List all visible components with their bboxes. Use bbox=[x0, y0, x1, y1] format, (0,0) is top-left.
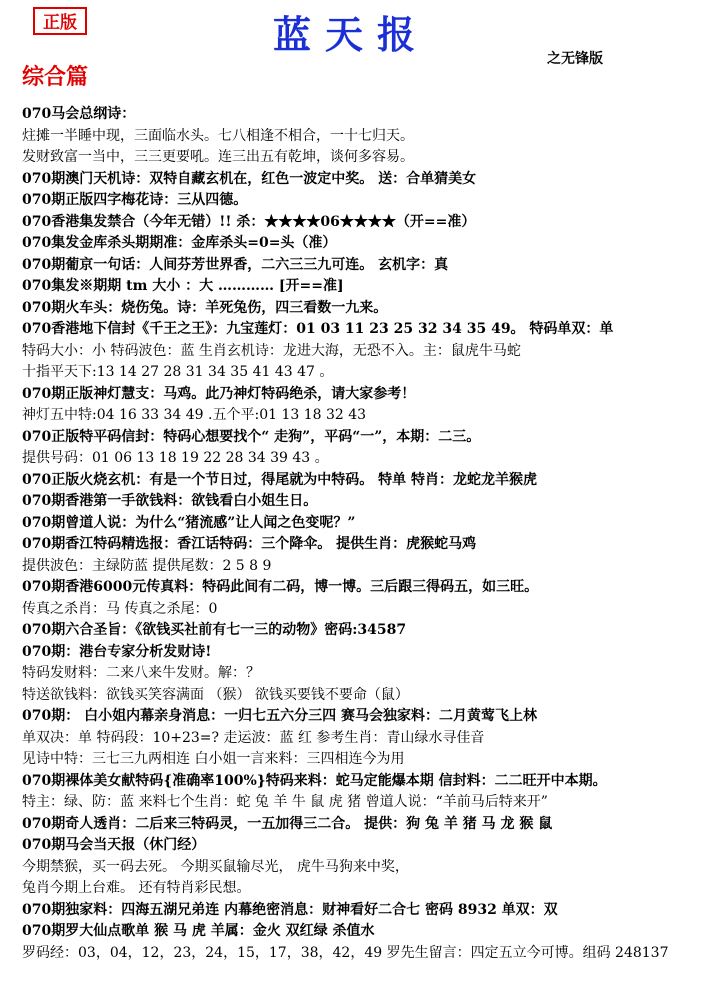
text-line: 见诗中特：三七三九两相连 白小姐一言来料：三四相连今为用 bbox=[22, 751, 405, 767]
text-line: 070正版火烧玄机：有是一个节日过，得尾就为中特码。 特单 特肖：龙蛇龙羊猴虎 bbox=[22, 471, 537, 488]
text-line: 070期正版四字梅花诗：三从四德。 bbox=[22, 192, 248, 208]
text-line: 070期火车头：烧伤兔。诗：羊死兔伤，四三看数一九来。 bbox=[22, 299, 388, 316]
text-line: 070期香港6000元传真料：特码此间有二码，博一博。三后跟三得码五，如三旺。 bbox=[22, 579, 539, 595]
text-line: 070集发金库杀头期期准：金库杀头=0=头（准） bbox=[22, 235, 337, 251]
edition-badge: 正版 bbox=[33, 7, 87, 35]
text-line: 特码发财料：二来八来牛发财。解：？ bbox=[22, 665, 260, 681]
text-line: 070期裸体美女献特码{准确率100%}特码来料：蛇马定能爆本期 信封料：二二旺开中本期。 bbox=[22, 772, 607, 789]
text-line: 070期葡京一句话：人间芬芳世界香，二六三三九可连。 玄机字：真 bbox=[22, 256, 449, 273]
text-line: 神灯五中特:04 16 33 34 49 .五个平:01 13 18 32 43 bbox=[22, 407, 367, 423]
text-line: 提供号码：01 06 13 18 19 22 28 34 39 43 。 bbox=[22, 450, 329, 466]
text-line: 070期香江特码精选报：香江话特码：三个降伞。 提供生肖：虎猴蛇马鸡 bbox=[22, 536, 477, 552]
page-title: 蓝天报 bbox=[272, 12, 429, 57]
text-line: 070期曾道人说：为什么“猪流感”让人闻之色变呢？” bbox=[22, 514, 356, 531]
text-line: 070正版特平码信封：特码心想要找个“ 走狗”，平码“一”，本期：二三。 bbox=[22, 428, 481, 445]
text-line: 070期独家料：四海五湖兄弟连 内幕绝密消息：财神看好二合七 密码 8932 单双：双 bbox=[22, 901, 558, 918]
text-line: 发财致富一当中，三三更要吼。连三出五有乾坤，谈何多容易。 bbox=[22, 149, 414, 165]
text-line: 070期奇人透肖：二后来三特码灵，一五加得三二合。 提供：狗 兔 羊 猪 马 龙 猴 鼠 bbox=[22, 815, 553, 832]
text-line: 十指平天下:13 14 27 28 31 34 35 41 43 47 。 bbox=[22, 364, 334, 380]
text-line: 罗码经：03，04，12，23，24，15，17，38，42，49 罗先生留言：四定五立今可博。组码 248137 bbox=[22, 944, 669, 961]
text-line: 070期正版神灯慧支：马鸡。此乃神灯特码绝杀，请大家参考！ bbox=[22, 385, 416, 402]
text-line: 传真之杀肖：马 传真之杀尾：0 bbox=[22, 600, 218, 617]
text-line: 特主：绿、防：蓝 来料七个生肖：蛇 兔 羊 牛 鼠 虎 猪 曾道人说：“羊前马后特来开” bbox=[22, 794, 548, 810]
text-line: 070香港集发禁合（今年无错）!! 杀：★★★★06★★★★（开==准） bbox=[22, 213, 476, 230]
text-line: 单双决：单 特码段：10+23=? 走运波：蓝 红 参考生肖：青山绿水寻佳音 bbox=[22, 729, 485, 746]
text-line: 070马会总纲诗： bbox=[22, 106, 136, 122]
text-line: 070集发※期期 tm 大小 ：大 ………… [开==准] bbox=[22, 278, 344, 294]
section-heading: 综合篇 bbox=[22, 64, 89, 90]
text-line: 070期：港台专家分析发财诗! bbox=[22, 643, 212, 660]
text-line: 特送欲钱料：欲钱买笑容满面 （猴） 欲钱买要钱不要命（鼠） bbox=[22, 686, 409, 703]
text-line: 070香港地下信封《千王之王》：九宝莲灯：01 03 11 23 25 32 34 35 49。 特码单双：单 bbox=[22, 321, 614, 337]
text-line: 070期六合圣旨：《欲钱买社前有七一三的动物》密码:34587 bbox=[22, 622, 407, 638]
edition-label: 之无锋版 bbox=[547, 51, 603, 67]
text-line: 070期马会当天报（休门经） bbox=[22, 837, 206, 853]
text-line: 070期澳门天机诗：双特自藏玄机在，红色一波定中奖。 送：合单猜美女 bbox=[22, 170, 477, 187]
content-lines bbox=[22, 104, 692, 964]
text-line: 070期： 白小姐内幕亲身消息：一归七五六分三四 赛马会独家料：二月黄莺飞上林 bbox=[22, 708, 537, 724]
text-line: 特码大小：小 特码波色：蓝 生肖玄机诗：龙进大海，无恐不入。主：鼠虎牛马蛇 bbox=[22, 342, 521, 359]
text-line: 070期香港第一手欲钱料：欲钱看白小姐生日。 bbox=[22, 493, 318, 509]
text-line: 炷摊一半睡中现，三面临水头。七八相逢不相合，一十七归天。 bbox=[22, 127, 414, 144]
text-line: 提供波色：主绿防蓝 提供尾数：2 5 8 9 bbox=[22, 557, 272, 574]
text-line: 今期禁猴，买一码去死。 今期买鼠输尽光， 虎牛马狗来中奖， bbox=[22, 858, 409, 875]
text-line: 070期罗大仙点歌单 猴 马 虎 羊属：金火 双红绿 杀值水 bbox=[22, 923, 375, 939]
text-line: 兔肖今期上台难。 还有特肖彩民想。 bbox=[22, 880, 251, 896]
